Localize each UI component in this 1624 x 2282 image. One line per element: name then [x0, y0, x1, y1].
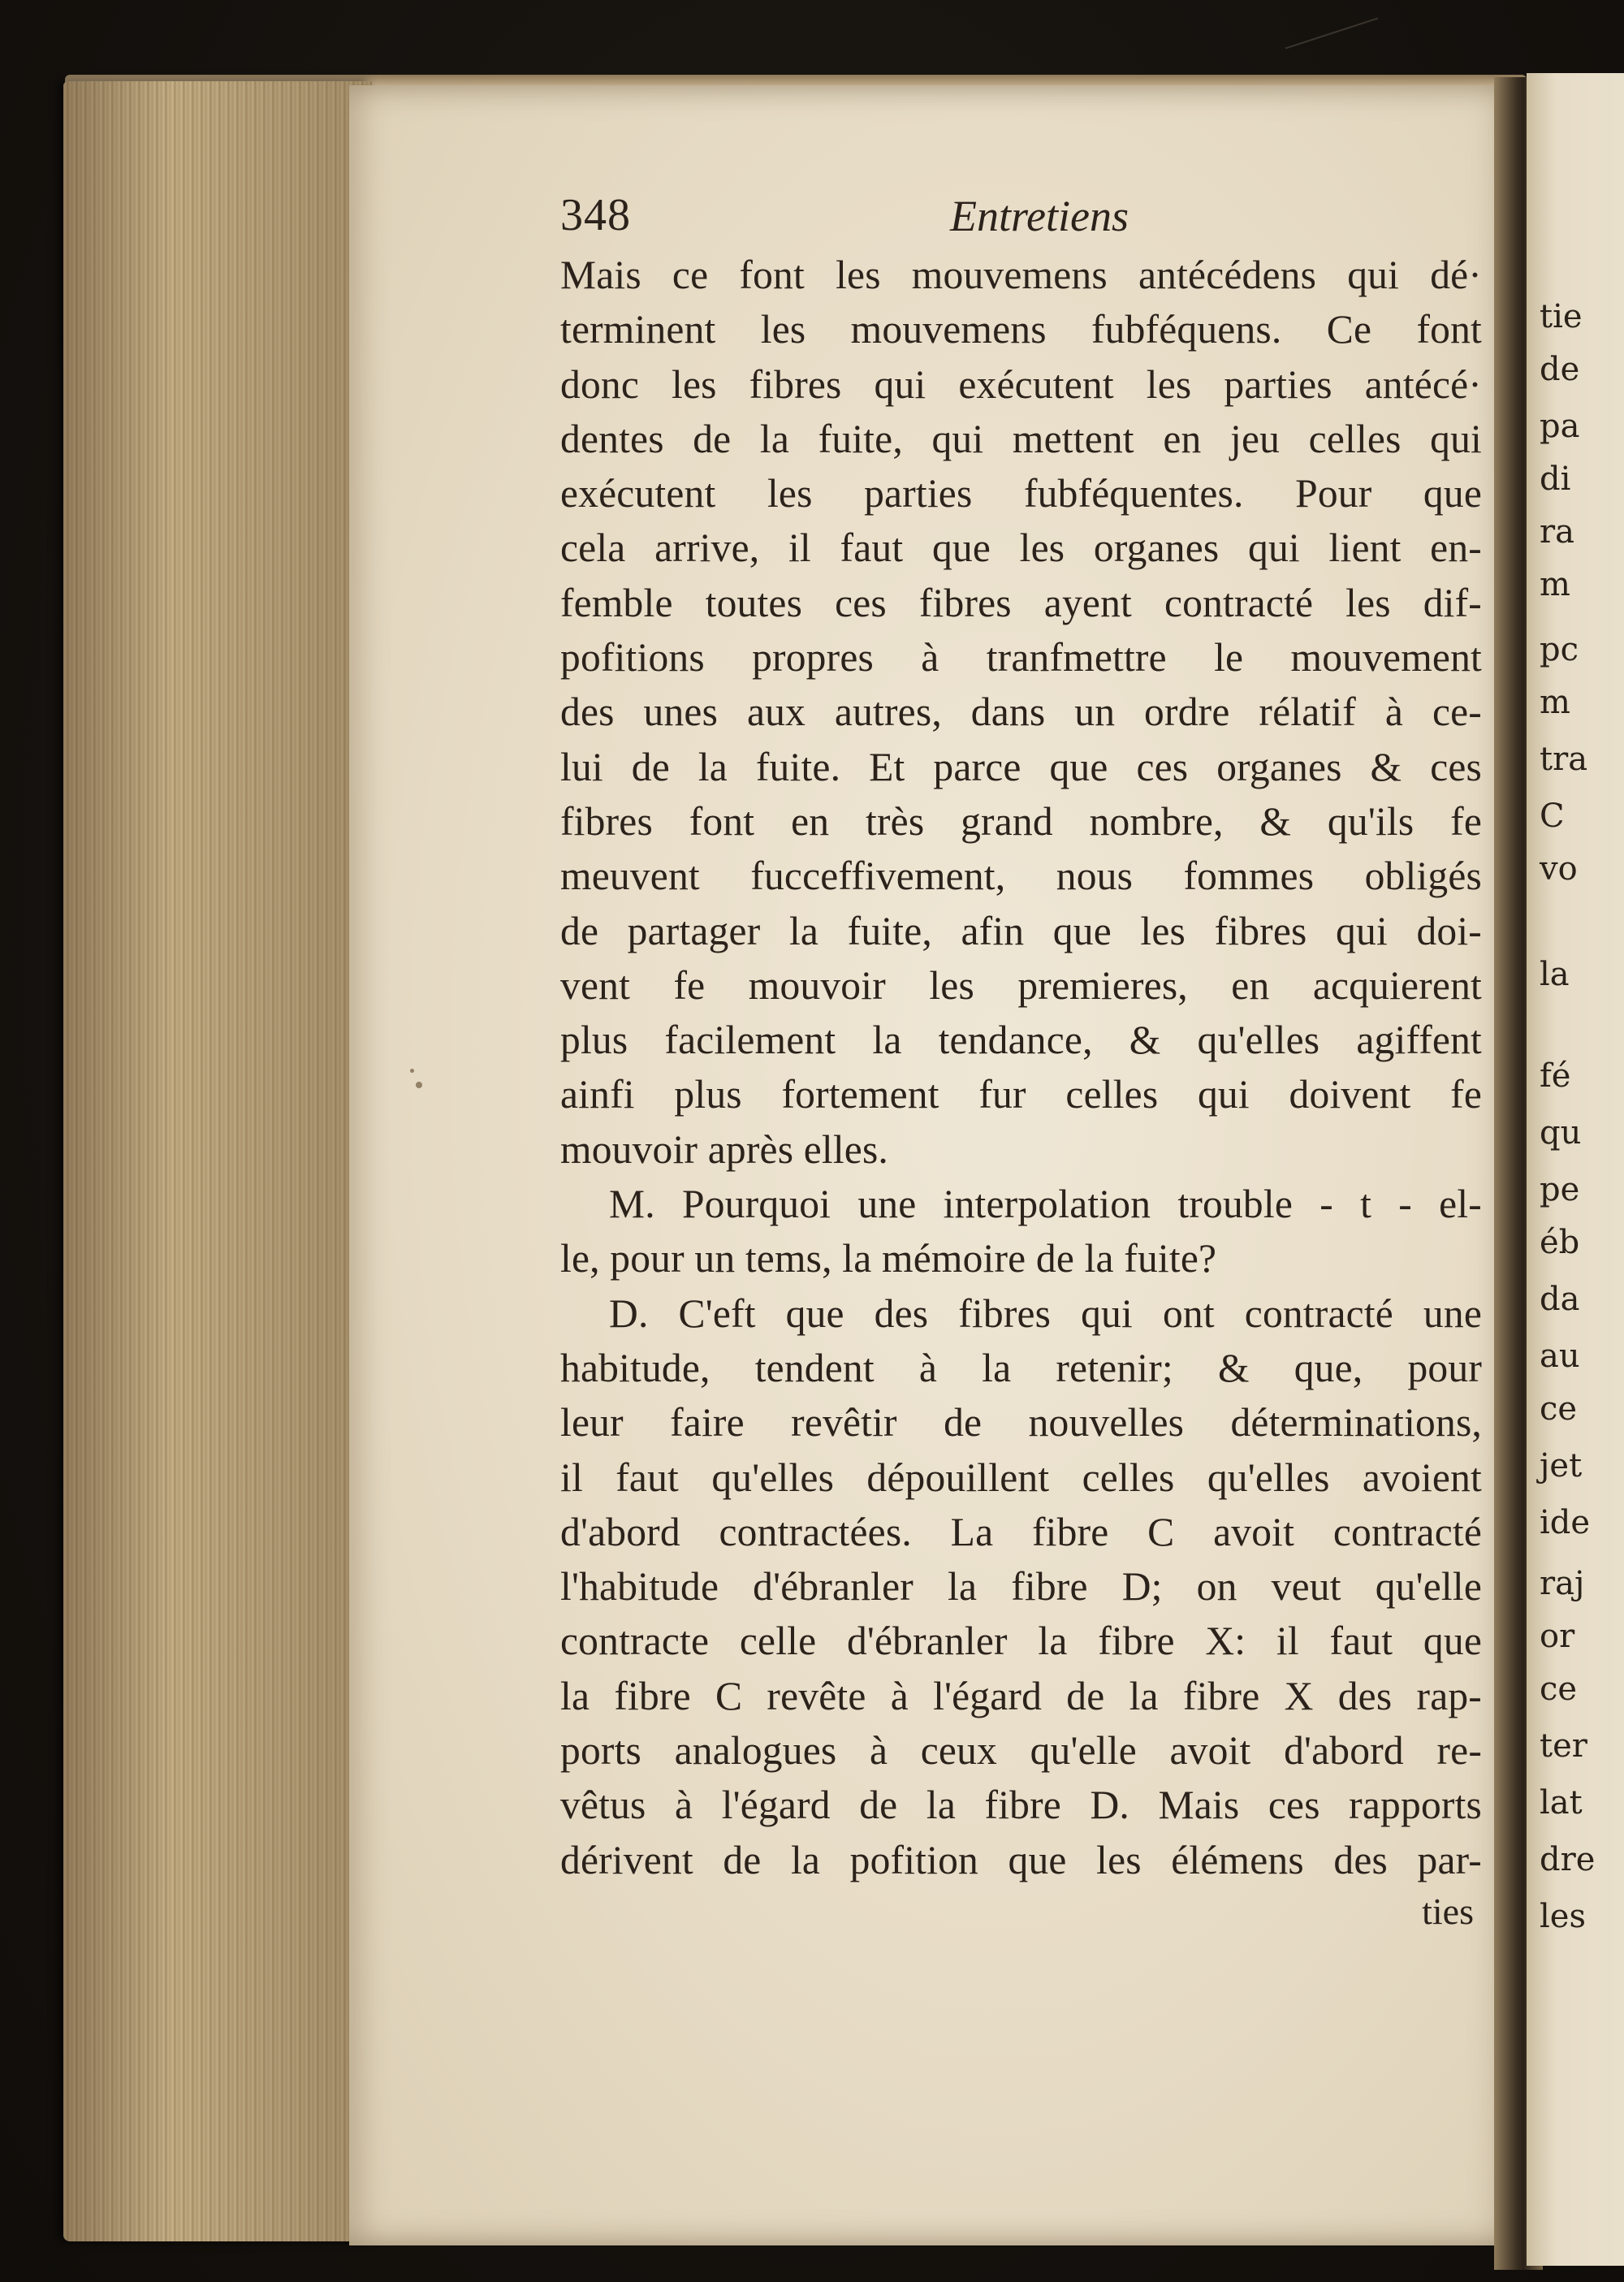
- text-line: pofitions propres à tranfmettre le mouvement: [560, 635, 1482, 681]
- facing-page-fragment: jet: [1540, 1447, 1583, 1485]
- facing-page-sliver: [1527, 73, 1624, 2266]
- text-line: contracte celle d'ébranler la fibre X: il faut que: [560, 1619, 1482, 1664]
- text-line: dentes de la fuite, qui mettent en jeu celles qui: [560, 416, 1482, 461]
- text-line: fibres font en très grand nombre, & qu'ils fe: [560, 798, 1482, 844]
- ink-stain: [416, 1082, 422, 1088]
- facing-page-fragment: les: [1540, 1898, 1586, 1935]
- facing-page-fragment: di: [1540, 460, 1571, 498]
- text-line: femble toutes ces fibres ayent contracté les dif-: [560, 580, 1482, 625]
- text-line: vent fe mouvoir les premieres, en acquierent: [560, 962, 1482, 1008]
- text-line: lui de la fuite. Et parce que ces organes & ces: [560, 744, 1482, 789]
- text-line: d'abord contractées. La fibre C avoit contracté: [560, 1509, 1482, 1554]
- text-line: mouvoir après elles.: [560, 1126, 889, 1172]
- text-line: ports analogues à ceux qu'elle avoit d'abord re-: [560, 1728, 1482, 1774]
- text-line: l'habitude d'ébranler la fibre D; on veut qu'elle: [560, 1564, 1482, 1610]
- text-line: donc les fibres qui exécutent les parties antécé·: [560, 361, 1482, 407]
- facing-page-fragment: tie: [1540, 298, 1583, 335]
- text-line: M. Pourquoi une interpolation trouble - t - el-: [609, 1182, 1482, 1227]
- text-line: exécutent les parties fubféquentes. Pour que: [560, 471, 1482, 516]
- text-line: D. C'eft que des fibres qui ont contracté une: [609, 1290, 1482, 1336]
- facing-page-fragment: fé: [1540, 1057, 1571, 1095]
- facing-page-fragment: la: [1540, 956, 1570, 993]
- text-line: ainfi plus fortement fur celles qui doivent fe: [560, 1072, 1482, 1117]
- facing-page-fragment: raj: [1540, 1565, 1585, 1602]
- facing-page-fragment: éb: [1540, 1224, 1580, 1261]
- facing-page-fragment: m: [1540, 684, 1570, 721]
- facing-page-fragment: ide: [1540, 1504, 1591, 1541]
- facing-page-fragment: or: [1540, 1618, 1575, 1655]
- text-line: il faut qu'elles dépouillent celles qu'elles avoient: [560, 1454, 1482, 1500]
- text-line: de partager la fuite, afin que les fibres qui doi-: [560, 908, 1482, 953]
- catchword: ties: [1422, 1890, 1474, 1932]
- text-line: meuvent fucceffivement, nous fommes obligés: [560, 854, 1482, 899]
- text-line: dérivent de la pofition que les élémens des par-: [560, 1837, 1482, 1882]
- text-line: habitude, tendent à la retenir; & que, pour: [560, 1345, 1482, 1390]
- facing-page-fragment: tra: [1540, 741, 1588, 778]
- body-lines: [560, 248, 1482, 1887]
- facing-page-fragment: da: [1540, 1281, 1580, 1318]
- facing-page-fragment: ter: [1540, 1727, 1587, 1765]
- facing-page-fragment: ce: [1540, 1390, 1578, 1428]
- facing-page-fragment: vo: [1540, 850, 1578, 888]
- running-head: [560, 183, 1482, 248]
- text-line: le, pour un tems, la mémoire de la fuite?: [560, 1236, 1217, 1281]
- ink-stain: [410, 1069, 414, 1073]
- text-line: cela arrive, il faut que les organes qui lient en-: [560, 525, 1482, 571]
- text-line: la fibre C revête à l'égard de la fibre X des rap-: [560, 1673, 1482, 1718]
- facing-page-fragment: de: [1540, 351, 1580, 388]
- page-block-shading: [63, 81, 372, 2241]
- text-line: Mais ce font les mouvemens antécédens qui dé·: [560, 253, 1482, 297]
- facing-page-fragment: au: [1540, 1338, 1580, 1375]
- facing-page-fragment: dre: [1540, 1841, 1596, 1878]
- facing-page-fragment: ce: [1540, 1670, 1578, 1708]
- running-head-title: Entretiens: [950, 192, 1129, 240]
- facing-page-fragment: m: [1540, 566, 1570, 603]
- facing-page-fragment: C: [1540, 797, 1565, 835]
- page-number: 348: [560, 190, 631, 240]
- text-line: des unes aux autres, dans un ordre rélatif à ce-: [560, 689, 1482, 735]
- facing-page-fragment: pe: [1540, 1171, 1580, 1208]
- facing-page-fragment: ra: [1540, 513, 1574, 551]
- facing-page-fragment: lat: [1540, 1784, 1583, 1822]
- text-line: vêtus à l'égard de la fibre D. Mais ces rapports: [560, 1783, 1482, 1828]
- facing-page-fragment: pa: [1540, 408, 1580, 445]
- text-line: plus facilement la tendance, & qu'elles agiffent: [560, 1018, 1482, 1063]
- text-line: terminent les mouvemens fubféquens. Ce font: [560, 307, 1482, 352]
- page-text-block: [560, 183, 1482, 1936]
- facing-page-fragment: pc: [1540, 631, 1579, 668]
- text-line: leur faire revêtir de nouvelles déterminations,: [560, 1400, 1482, 1446]
- facing-page-fragment: qu: [1540, 1114, 1582, 1152]
